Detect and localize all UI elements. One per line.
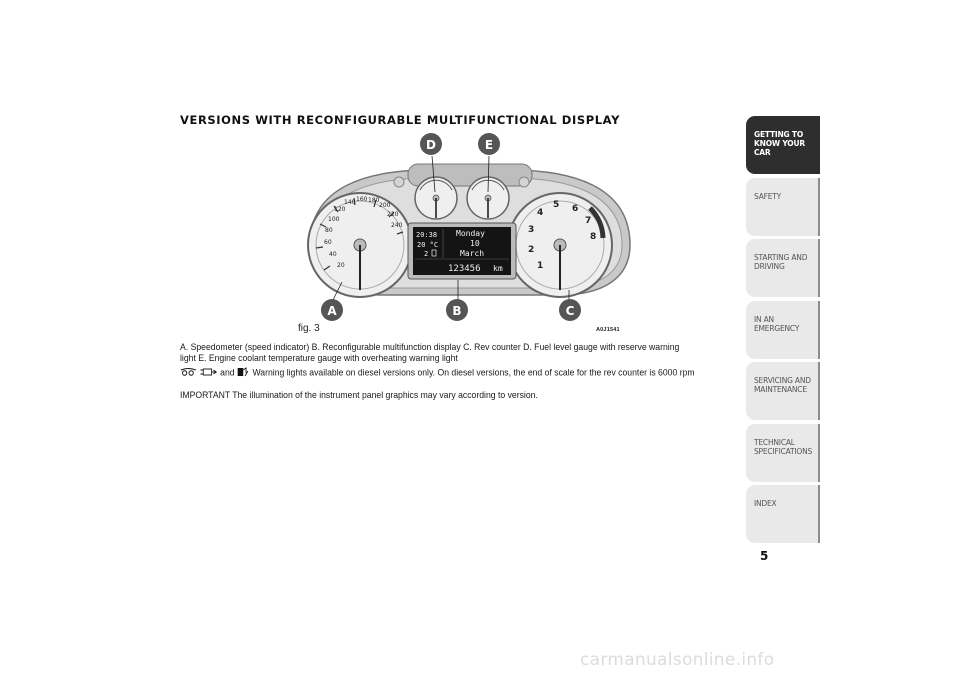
section-title: VERSIONS WITH RECONFIGURABLE MULTIFUNCTIONAL DISPLAY	[180, 113, 620, 127]
tab-in-an-emergency[interactable]: IN AN EMERGENCY	[746, 301, 820, 359]
rev-tick-label: 2	[528, 245, 535, 255]
speedo-tick-label: 140	[344, 199, 356, 206]
display-date: 10	[470, 239, 480, 248]
speedo-tick-label: 220	[387, 211, 399, 218]
display-gear: 2	[424, 250, 429, 258]
page-number: 5	[760, 549, 769, 563]
display-odometer: 123456	[448, 264, 481, 274]
diesel-note-text: Warning lights available on diesel versions only. On diesel versions, the end of scale for the rev counter is 6000 rpm	[252, 367, 695, 378]
tab-servicing-and-maintenance[interactable]: SERVICING AND MAINTENANCE	[746, 362, 820, 420]
rev-tick-label: 5	[553, 200, 560, 210]
rev-tick-label: 6	[572, 204, 579, 214]
warning-light-left	[394, 177, 404, 187]
speedo-tick-label: 80	[325, 227, 333, 234]
glow-plug-icon	[180, 367, 197, 380]
speedo-tick-label: 40	[329, 251, 337, 258]
callout-b: B	[452, 304, 462, 318]
tab-technical-specifications[interactable]: TECHNICAL SPECIFICATIONS	[746, 424, 820, 482]
speedo-tick-label: 240	[391, 222, 403, 229]
rev-tick-label: 8	[590, 232, 597, 242]
callout-d: D	[426, 138, 436, 152]
rev-tick-label: 7	[585, 216, 592, 226]
warning-light-right	[519, 177, 529, 187]
callout-e: E	[484, 138, 494, 152]
instrument-panel-illustration	[290, 130, 650, 330]
figure-label: fig. 3	[298, 323, 320, 334]
tab-starting-and-driving[interactable]: STARTING AND DRIVING	[746, 239, 820, 297]
display-month: March	[460, 249, 485, 258]
speedo-tick-label: 100	[328, 216, 340, 223]
callout-c: C	[565, 304, 575, 318]
important-note: IMPORTANT The illumination of the instrument panel graphics may vary according to version.	[180, 390, 538, 400]
chapter-tabs	[746, 116, 820, 547]
instrument-panel-figure	[290, 130, 650, 330]
speedo-tick-label: 20	[337, 262, 345, 269]
tab-safety[interactable]: SAFETY	[746, 178, 820, 236]
rev-tick-label: 4	[537, 208, 544, 218]
speedo-tick-label: 180	[368, 197, 380, 204]
callout-a: A	[327, 304, 337, 318]
display-temperature: 20 °C	[417, 241, 439, 249]
figure-code: A0J1541	[596, 327, 620, 333]
figure-caption: A. Speedometer (speed indicator) B. Reconfigurable multifunction display C. Rev counter D. Fuel level gauge with reserve warning light E. Engine coolant temperature gauge with overheating warning light	[180, 342, 680, 363]
display-day: Monday	[456, 229, 485, 238]
display-odometer-unit: km	[493, 264, 503, 273]
tab-index[interactable]: INDEX	[746, 485, 820, 543]
speedo-tick-label: 60	[324, 239, 332, 246]
display-time: 20:38	[416, 231, 438, 239]
watermark: carmanualsonline.info	[580, 650, 775, 670]
speedo-tick-label: 200	[379, 202, 391, 209]
tab-getting-to-know-your-car[interactable]: GETTING TO KNOW YOUR CAR	[746, 116, 820, 174]
diesel-note	[180, 366, 701, 380]
rev-tick-label: 3	[528, 225, 535, 235]
water-in-fuel-icon	[237, 366, 250, 380]
speedo-tick-label: 120	[334, 206, 346, 213]
diesel-note-and: and	[220, 367, 235, 378]
speedo-tick-label: 160	[356, 196, 368, 203]
rev-tick-label: 1	[537, 261, 544, 271]
diesel-filter-icon	[199, 367, 218, 380]
